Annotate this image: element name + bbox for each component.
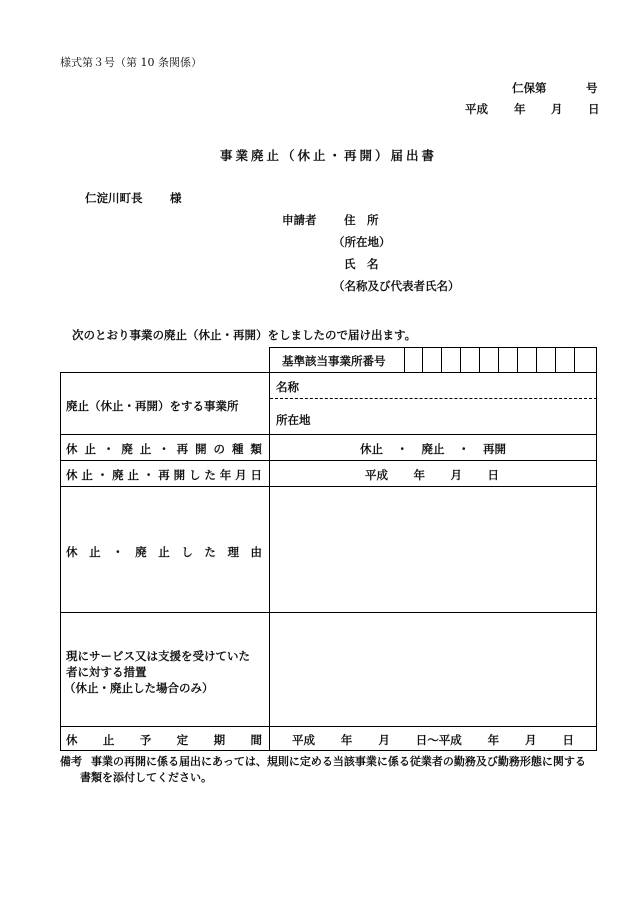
applicant-address-note: （所在地）	[333, 235, 391, 249]
date-label: 休 止 ・ 廃 止 ・ 再 開 し た 年 月 日	[66, 468, 262, 482]
note-label: 備考	[60, 755, 82, 768]
reason-label: 休 止 ・ 廃 止 し た 理 由	[66, 545, 262, 559]
note-line-2: 書類を添付してください。	[80, 771, 212, 784]
page-title: 事業廃止（休止・再開）届出書	[220, 148, 438, 163]
applicant-label: 申請者	[282, 213, 317, 227]
ref-number-prefix: 仁保第	[512, 81, 547, 95]
office-location-label: 所在地	[276, 413, 311, 427]
note-line-1: 事業の再開に係る届出にあっては、規則に定める当該事業に係る従業者の勤務及び勤務形態に関する	[91, 755, 586, 768]
addressee-name: 仁淀川町長	[85, 191, 143, 205]
date-value: 平成 年 月 日	[365, 468, 499, 482]
intro-text: 次のとおり事業の廃止（休止・再開）をしましたので届け出ます。	[72, 328, 417, 342]
period-label: 休 止 予 定 期 間	[66, 733, 262, 747]
office-number-label: 基準該当事業所番号	[282, 354, 386, 368]
ref-number-suffix: 号	[586, 81, 598, 95]
measures-field[interactable]	[270, 613, 596, 726]
applicant-name-label: 氏 名	[344, 257, 379, 271]
applicant-name-note: （名称及び代表者氏名）	[333, 279, 460, 293]
type-label: 休 止 ・ 廃 止 ・ 再 開 の 種 類	[66, 442, 262, 456]
period-value: 平成 年 月 日～平成 年 月 日	[292, 733, 574, 747]
form-label: 様式第３号（第 10 条関係）	[60, 56, 202, 69]
measures-line-2: 者に対する措置	[66, 665, 147, 679]
date-year: 年	[514, 102, 526, 116]
office-number-boxes[interactable]	[405, 348, 596, 372]
date-month: 月	[551, 102, 563, 116]
type-options: 休止 ・ 廃止 ・ 再開	[360, 442, 506, 456]
date-day: 日	[588, 102, 600, 116]
date-era: 平成	[465, 102, 488, 116]
office-label: 廃止（休止・再開）をする事業所	[66, 399, 239, 413]
reason-field[interactable]	[270, 487, 596, 612]
applicant-address-label: 住 所	[344, 213, 379, 227]
measures-line-3: （休止・廃止した場合のみ）	[64, 681, 214, 695]
addressee-honorific: 様	[170, 191, 182, 205]
office-name-label: 名称	[276, 380, 299, 394]
measures-line-1: 現にサービス又は支援を受けていた	[66, 649, 250, 663]
